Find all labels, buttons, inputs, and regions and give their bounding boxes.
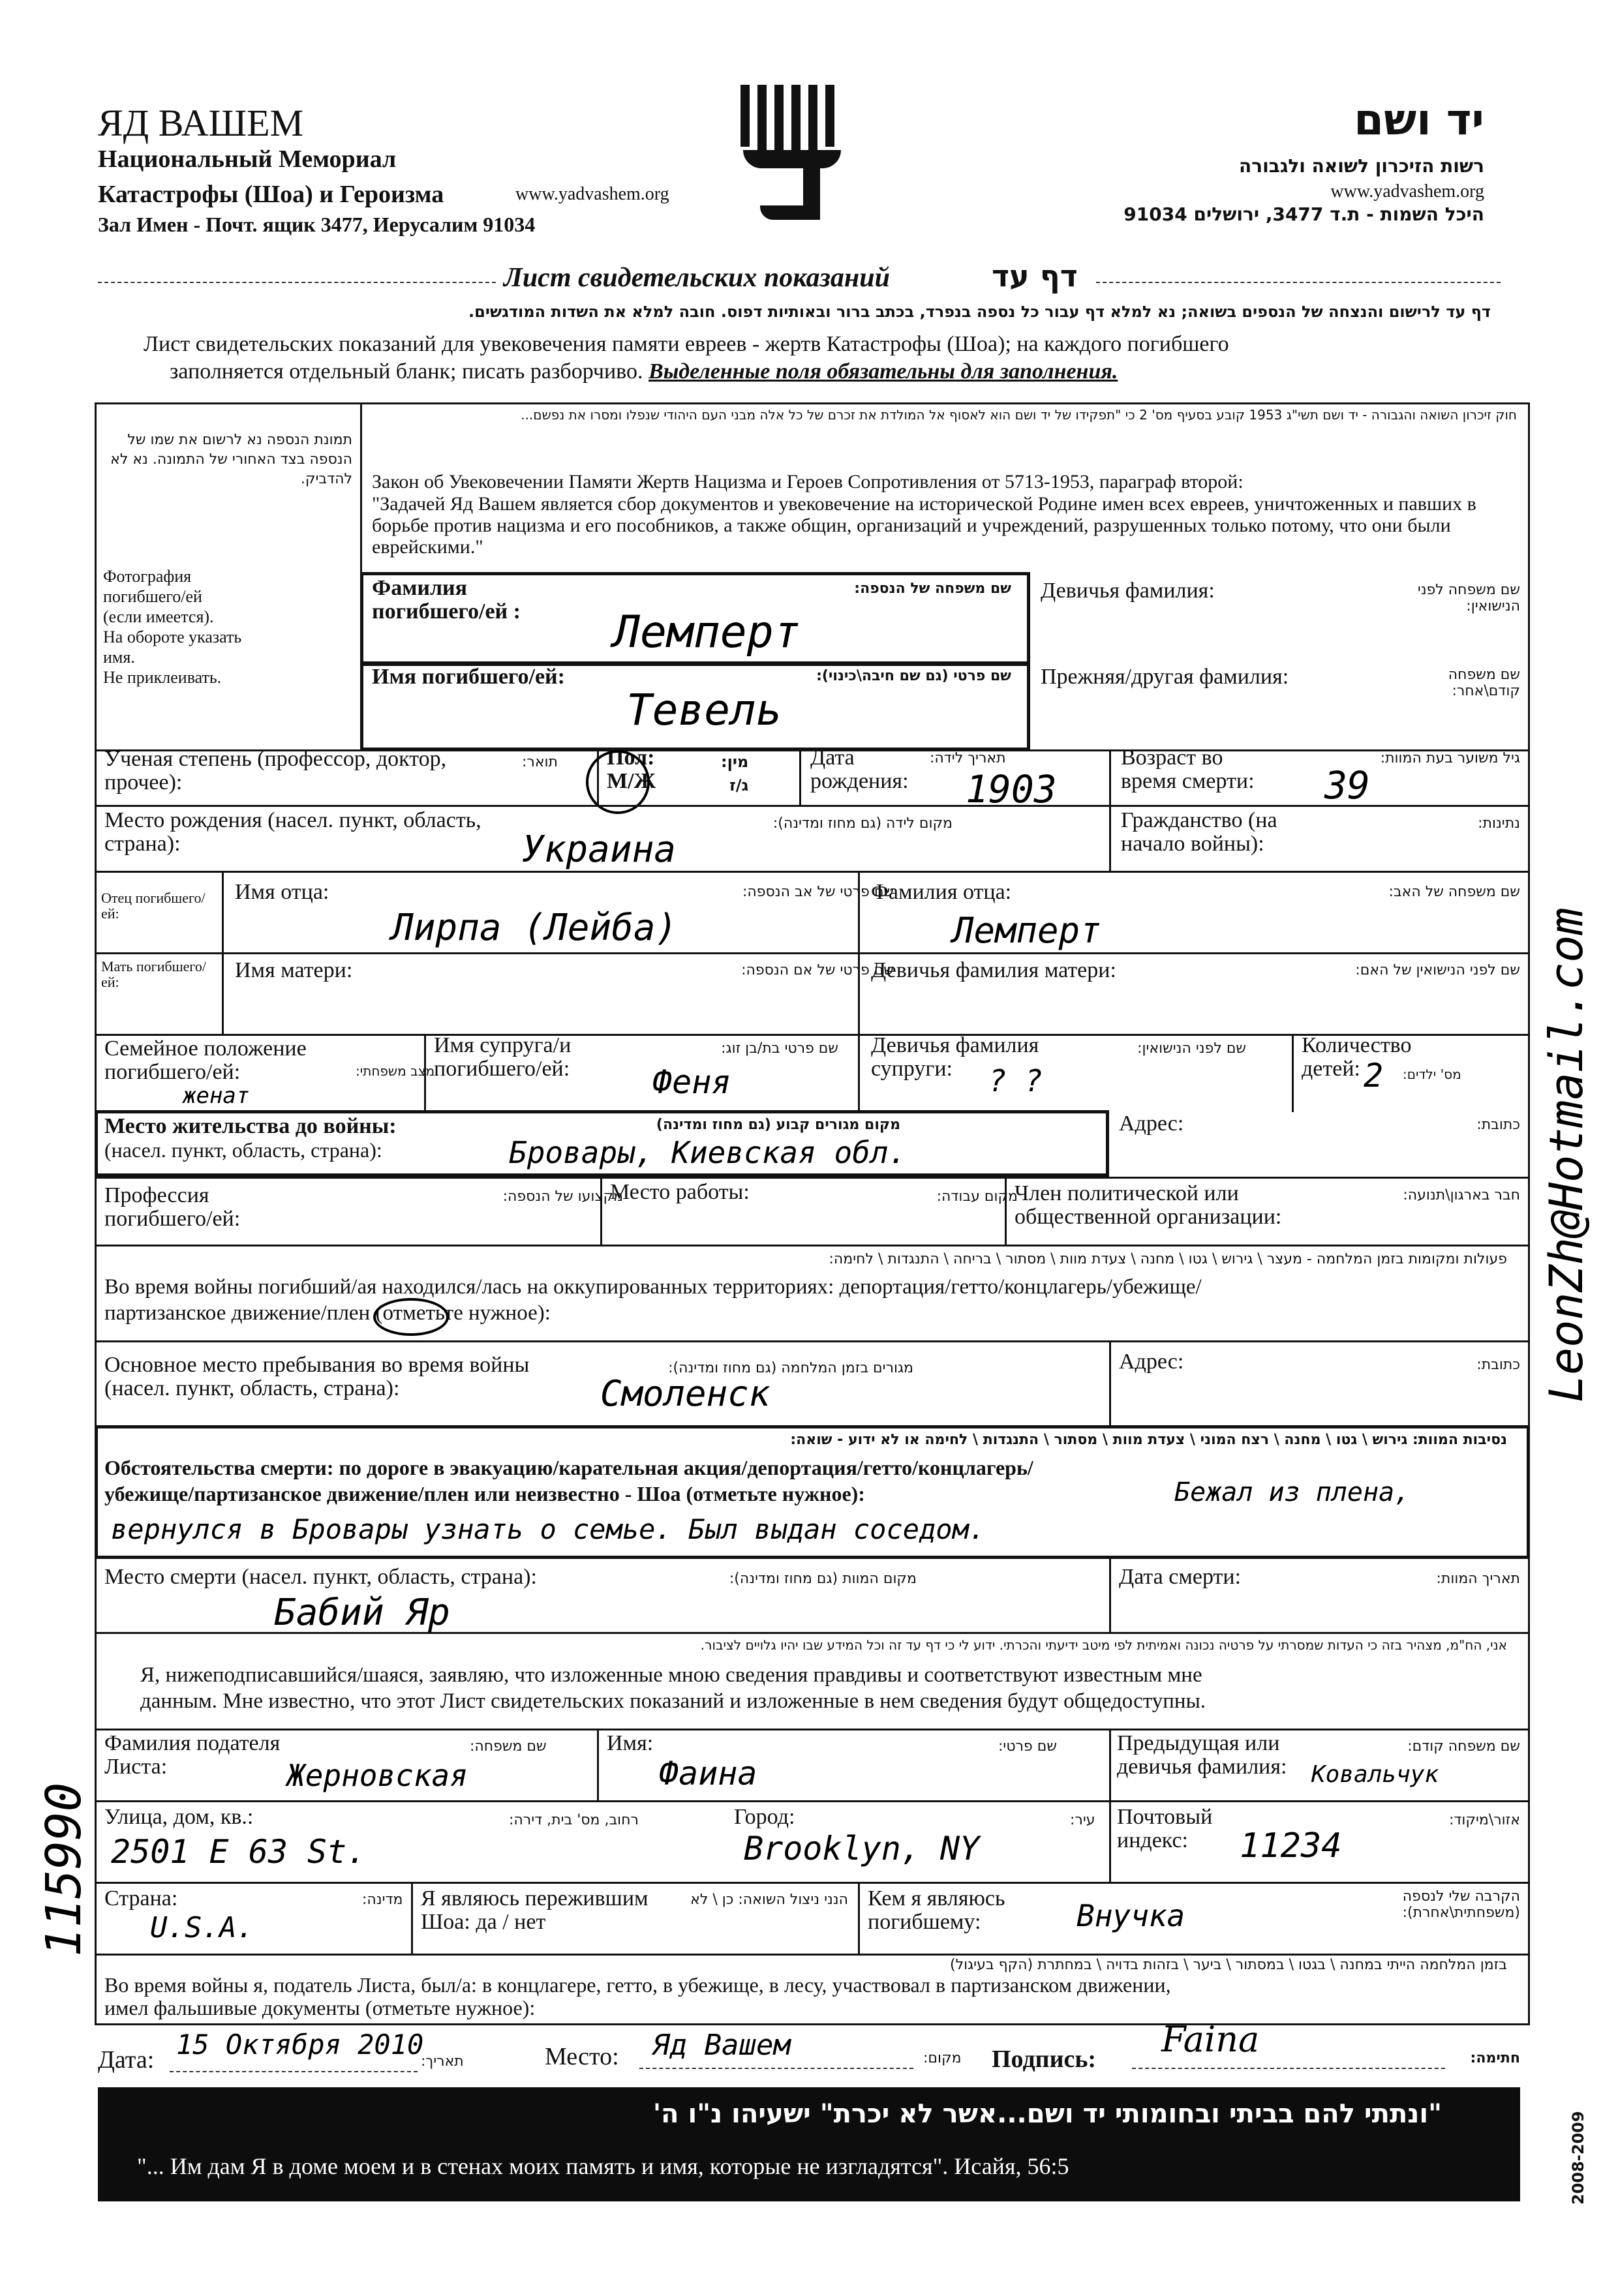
spouse-maiden-value[interactable]: ? ? [988, 1063, 1043, 1098]
intro-ru-b: заполняется отдельный бланк; писать разборчиво. Выделенные поля обязательны для заполнения. [170, 359, 1118, 384]
death-circ-ru-b: убежище/партизанское движение/плен или неизвестно - Шоа (отметьте нужное): [104, 1482, 865, 1505]
maiden-label: Девичья фамилия: [1041, 579, 1215, 603]
signature-label: Подпись: [992, 2046, 1097, 2073]
zip-label-he: אזור\מיקוד: [1448, 1812, 1520, 1828]
zip-value[interactable]: 11234 [1240, 1826, 1342, 1865]
marital-label: Семейное положение погибшего/ей: [104, 1036, 307, 1084]
address-label-he: כתובת: [1476, 1117, 1520, 1133]
date-label-he: תאריך: [421, 2053, 464, 2070]
ru-org-line1: Национальный Мемориал [98, 145, 397, 173]
ru-org-line2: Катастрофы (Шоа) и Героизма [98, 181, 444, 208]
address-label: Адрес: [1119, 1111, 1184, 1136]
submitter-wartime-ru-b: имел фальшивые документы (отметьте нужное): [104, 1996, 536, 2019]
wartime-label-ru-a: Во время войны погибший/ая находился/лась на оккупированных территориях: депортация/гетто/концлагерь/убежище/ [104, 1275, 1202, 1299]
residence-sublabel: (насел. пункт, область, страна): [104, 1138, 382, 1162]
prev-surname-label-he: שם משפחה קודם\אחר: [1448, 667, 1520, 699]
mother-name-label-he: שם פרטי של אם הנספה: [741, 962, 894, 978]
age-label-he: גיל משוער בעת המוות: [1380, 750, 1520, 766]
margin-number: 115990 [36, 1782, 92, 1957]
father-name-label-he: שם פרטי של אב הנספה: [742, 884, 894, 900]
declaration-he: אני, הח"מ, מצהיר בזה כי העדות שמסרתי על פרטיה נכונה ואמיתית לפי מיטב ידיעתי והכרתי. ידוע לי כי דף עד זה וכל המידע שבו יהיו גלויים לציבור. [700, 1637, 1507, 1653]
death-date-label: Дата смерти: [1119, 1565, 1242, 1589]
form-title-he: דף עד [992, 258, 1078, 294]
father-name-label: Имя отца: [235, 880, 329, 904]
children-label-he: מס' ילדים: [1403, 1066, 1461, 1082]
firstname-value[interactable]: Тевель [626, 685, 782, 735]
birthdate-value[interactable]: 1903 [966, 767, 1057, 811]
quote-banner [98, 2087, 1520, 2201]
war-address-label-he: כתובת: [1476, 1357, 1520, 1373]
wartime-label-ru-b: партизанское движение/плен (отметьте нужное): [104, 1301, 551, 1325]
law-he: חוק זיכרון השואה והגבורה - יד ושם תשי"ג 1953 קובע בסעיף מס' 2 כי "תפקידו של יד ושם הוא לאסוף אל המולדת את זכרם של כל אלה מבני העם היהודי שנפלו ומסרו את נפשם... [521, 407, 1517, 423]
residence-value[interactable]: Бровары, Киевская обл. [509, 1135, 907, 1170]
degree-label-he: תואר: [522, 754, 558, 770]
profession-label: Профессия погибшего/ей: [104, 1183, 241, 1231]
margin-email: LeonZh@Hotmail.com [1540, 907, 1593, 1402]
mother-name-label: Имя матери: [235, 958, 353, 982]
children-label: Количество детей: [1302, 1033, 1412, 1081]
spouse-value[interactable]: Феня [652, 1063, 731, 1101]
yad-vashem-logo [740, 85, 851, 248]
margin-year-range: 2008-2009 [1569, 2111, 1587, 2205]
death-circ-he: נסיבות המוות: גירוש \ גטו \ מחנה \ רצח המוני \ צעדת מוות \ מסתור \ התנגדות \ לחימה או לא ידוע - שואה: [790, 1432, 1507, 1448]
age-value[interactable]: 39 [1324, 763, 1370, 808]
ru-site: www.yadvashem.org [515, 184, 669, 204]
survivor-label-he: הנני ניצול השואה: כן \ לא [690, 1892, 848, 1908]
place-label-he: מקום: [923, 2050, 962, 2066]
father-name-value[interactable]: Лирпа (Лейба) [391, 907, 678, 949]
father-surname-label: Фамилия отца: [871, 880, 1012, 904]
law-text-ru: "Задачей Яд Вашем является сбор документов и увековечение на исторической Родине имен всех евреев, уничтоженных и павших в борьбе против нацизма и его пособников, а также общин, организаций и учреждений, разрушенных только потому, что они были еврейскими." [372, 493, 1476, 558]
surname-label-he: שם משפחה של הנספה: [854, 581, 1011, 597]
membership-label: Член политической или общественной организации: [1015, 1181, 1282, 1229]
residence-label-he: מקום מגורים קבוע (גם מחוז ומדינה) [656, 1117, 900, 1133]
he-site: www.yadvashem.org [1330, 181, 1484, 202]
citizenship-label-he: נתינות: [1478, 815, 1520, 832]
war-residence-label: Основное место пребывания во время войны (насел. пункт, область, страна): [104, 1353, 530, 1400]
firstname-label: Имя погибшего/ей: [372, 665, 565, 689]
he-org-line1: רשות הזיכרון לשואה ולגבורה [1239, 155, 1484, 177]
workplace-label: Место работы: [610, 1180, 750, 1204]
citizenship-label: Гражданство (на начало войны): [1121, 808, 1277, 856]
death-date-label-he: תאריך המוות: [1436, 1571, 1520, 1587]
quote-he: "ונתתי להם בביתי ובחומותי יד ושם...אשר לא יכרת" ישעיהו נ"ו ה' [652, 2099, 1442, 2129]
place-value[interactable]: Яд Вашем [652, 2029, 791, 2062]
submitter-surname-label: Фамилия подателя Листа: [104, 1731, 281, 1779]
spouse-label: Имя супруга/и погибшего/ей: [434, 1033, 572, 1081]
signature-value[interactable]: Faina [1161, 2019, 1260, 2060]
father-label: Отец погибшего/ей: [101, 890, 206, 922]
city-label: Город: [734, 1805, 795, 1829]
submitter-surname-value[interactable]: Жерновская [287, 1758, 468, 1793]
birthplace-value[interactable]: Украина [522, 828, 677, 871]
relation-label-he: הקרבה שלי לנספה (משפחתית\אחרת): [1402, 1888, 1520, 1921]
birthdate-label: Дата рождения: [810, 746, 909, 793]
photo-instr-ru: Фотография погибшего/ей (если имеется). На обороте указать имя. Не приклеивать. [103, 567, 242, 687]
maiden-label-he: שם משפחה לפני הנישואין: [1417, 582, 1520, 614]
surname-value[interactable]: Лемперт [613, 607, 801, 658]
street-label-he: רחוב, מס' בית, דירה: [509, 1812, 639, 1828]
submitter-prev-label: Предыдущая или девичья фамилия: [1117, 1731, 1287, 1779]
city-value[interactable]: Brooklyn, NY [744, 1830, 980, 1867]
death-circ-value-b[interactable]: вернулся в Бровары узнать о семье. Был выдан соседом. [111, 1513, 986, 1545]
birthplace-label-he: מקום לידה (גם מחוז ומדינה): [772, 815, 953, 832]
spouse-label-he: שם פרטי בת/בן זוג: [721, 1040, 838, 1057]
death-place-label: Место смерти (насел. пункт, область, страна): [104, 1565, 537, 1589]
country-label-he: מדינה: [362, 1892, 403, 1908]
father-surname-value[interactable]: Лемперт [953, 910, 1101, 951]
date-label: Дата: [98, 2046, 155, 2074]
mother-maiden-label-he: שם לפני הנישואין של האם: [1355, 962, 1520, 978]
birthplace-label: Место рождения (насел. пункт, область, страна): [104, 808, 481, 856]
submitter-prev-value[interactable]: Ковальчук [1311, 1761, 1439, 1788]
profession-label-he: מקצועו של הנספה: [502, 1188, 623, 1205]
mother-maiden-label: Девичья фамилия матери: [871, 958, 1116, 982]
street-label: Улица, дом, кв.: [104, 1805, 254, 1829]
workplace-label-he: מקום עבודה: [936, 1188, 1018, 1205]
children-value[interactable]: 2 [1364, 1057, 1384, 1095]
submitter-name-label: Имя: [607, 1731, 654, 1755]
father-surname-label-he: שם משפחה של האב: [1388, 884, 1520, 900]
signature-label-he: חתימה: [1470, 2050, 1520, 2066]
submitter-wartime-ru-a: Во время войны я, податель Листа, был/а: в концлагере, гетто, в убежище, в лесу, участвовал в партизанском движении, [104, 1973, 1171, 1997]
residence-label: Место жительства до войны: [104, 1114, 397, 1138]
street-value[interactable]: 2501 E 63 St. [111, 1833, 367, 1871]
submitter-name-value[interactable]: Фаина [659, 1755, 757, 1792]
relation-label: Кем я являюсь погибшему: [868, 1886, 1005, 1934]
death-circ-value-a[interactable]: Бежал из плена, [1174, 1477, 1411, 1507]
age-label: Возраст во время смерти: [1121, 746, 1255, 793]
death-place-value[interactable]: Бабий Яр [274, 1592, 450, 1634]
quote-ru: "... Им дам Я в доме моем и в стенах моих память и имя, которые не изгладятся". Исайя, 56:5 [137, 2153, 1069, 2179]
submitter-surname-label-he: שם משפחה: [470, 1738, 547, 1755]
mother-label: Мать погибшего/ей: [101, 958, 206, 990]
war-residence-label-he: מגורים בזמן המלחמה (גם מחוז ומדינה): [668, 1360, 913, 1376]
ru-org-name: ЯД ВАШЕМ [98, 102, 304, 144]
spouse-maiden-label: Девичья фамилия супруги: [871, 1033, 1039, 1081]
survivor-label: Я являюсь пережившим Шоа: да / нет [421, 1886, 649, 1934]
wartime-label-he: פעולות ומקומות בזמן המלחמה - מעצר \ גירוש \ גטו \ מחנה \ צעדת מוות \ מסתור \ בריחה \ התנגדות \ לחימה: [829, 1251, 1507, 1267]
country-label: Страна: [104, 1886, 178, 1911]
country-value[interactable]: U.S.A. [150, 1911, 254, 1944]
law-title-ru: Закон об Увековечении Памяти Жертв Нацизма и Героев Сопротивления от 5713-1953, параграф второй: [372, 471, 1244, 492]
birthdate-label-he: תאריך לידה: [930, 750, 1006, 766]
intro-he: דף עד לרישום והנצחה של הנספים בשואה; נא למלא דף עבור כל נספה בנפרד, בכתב ברור ובאותיות דפוס. חובה למלא את השדות המודגשים. [468, 303, 1491, 321]
declaration-ru-a: Я, нижеподписавшийся/шаяся, заявляю, что изложенные мною сведения правдивы и соответствуют известным мне [140, 1663, 1202, 1687]
death-place-label-he: מקום המוות (גם מחוז ומדינה): [729, 1571, 917, 1587]
form-title-ru: Лист свидетельских показаний [504, 263, 890, 293]
death-circ-ru-a: Обстоятельства смерти: по дороге в эвакуацию/карательная акция/депортация/гетто/концлагерь/ [104, 1456, 1033, 1479]
ru-org-line3: Зал Имен - Почт. ящик 3477, Иерусалим 91034 [98, 213, 536, 236]
firstname-label-he: שם פרטי (גם שם חיבה\כינוי): [816, 668, 1011, 684]
degree-label: Ученая степень (профессор, доктор, прочее): [104, 747, 447, 794]
sex-label-he: מין: ג/ז [721, 753, 749, 794]
prev-surname-label: Прежняя/другая фамилия: [1041, 665, 1289, 689]
submitter-name-label-he: שם פרטי: [998, 1738, 1057, 1755]
he-org-name: יד ושם [1354, 95, 1484, 145]
captivity-selection-circle[interactable] [373, 1298, 449, 1336]
declaration-ru-b: данным. Мне известно, что этот Лист свидетельских показаний и изложенные в нем сведения будут общедоступны. [140, 1689, 1206, 1713]
zip-label: Почтовый индекс: [1117, 1805, 1213, 1852]
submitter-prev-label-he: שם משפחה קודם: [1407, 1738, 1520, 1755]
war-address-label: Адрес: [1119, 1350, 1184, 1374]
surname-label: Фамилия погибшего/ей : [372, 576, 521, 624]
marital-value[interactable]: женат [183, 1083, 250, 1109]
sex-label: Пол: М/Ж [607, 746, 656, 793]
he-org-line3: היכל השמות - ת.ד 3477, ירושלים 91034 [1123, 204, 1484, 225]
photo-instr-he: תמונת הנספה נא לרשום את שמו של הנספה בצד האחורי של התמונה. נא לא להדביק. [110, 432, 352, 487]
marital-label-he: מצב משפחתי: [356, 1063, 435, 1079]
date-value[interactable]: 15 Октября 2010 [176, 2029, 424, 2061]
membership-label-he: חבר בארגון\תנועה: [1403, 1187, 1520, 1203]
relation-value[interactable]: Внучка [1076, 1898, 1185, 1933]
city-label-he: עיר: [1070, 1812, 1095, 1828]
place-label: Место: [545, 2043, 619, 2070]
submitter-wartime-he: בזמן המלחמה הייתי במחנה \ בגטו \ במסתור \ ביער \ בזהות בדויה \ במחתרת (הקף בעיגול) [950, 1957, 1507, 1973]
intro-ru-a: Лист свидетельских показаний для увековечения памяти евреев - жертв Катастрофы (Шоа); на каждого погибшего [144, 332, 1229, 356]
war-residence-value[interactable]: Смоленск [600, 1373, 771, 1414]
spouse-maiden-label-he: שם לפני הנישואין: [1137, 1040, 1246, 1057]
